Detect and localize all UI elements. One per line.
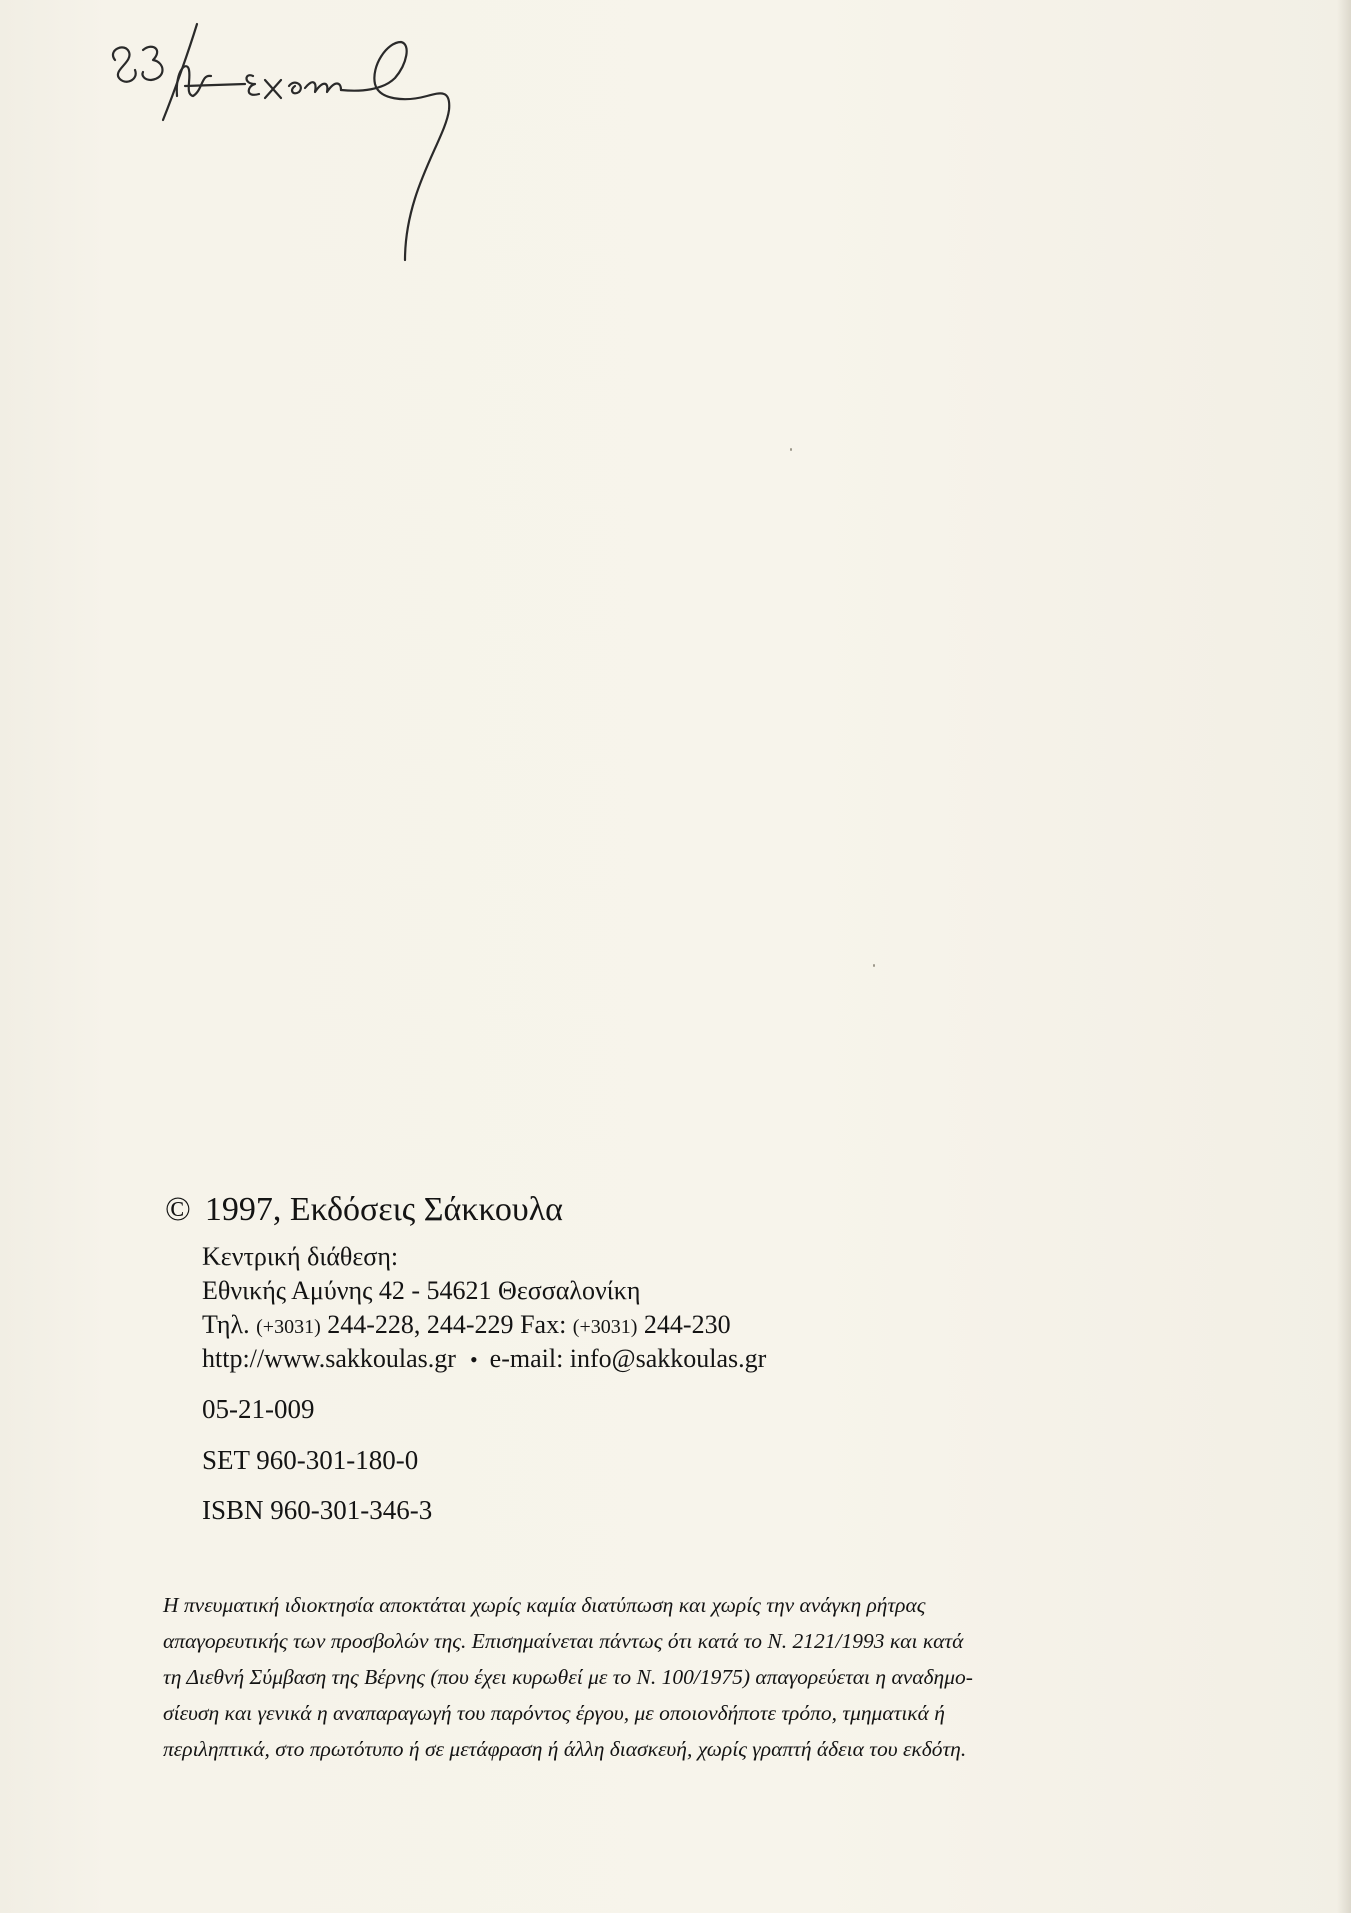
email-text: e-mail: info@sakkoulas.gr <box>489 1344 767 1373</box>
handwritten-annotation <box>105 20 525 290</box>
set-number: SET 960-301-180-0 <box>202 1445 419 1475</box>
copyright-line <box>165 1188 563 1232</box>
tel-label: Τηλ. <box>202 1310 250 1339</box>
paper-speck <box>790 448 792 451</box>
copyright-text: 1997, Εκδόσεις Σάκκουλα <box>204 1191 563 1228</box>
fax-code: (+3031) <box>572 1316 638 1338</box>
fax-number: 244-230 <box>643 1310 731 1339</box>
legal-notice-line: περιληπτικά, στο πρωτότυπο ή σε μετάφραση ή άλλη διασκευή, χωρίς γραπτή άδεια του εκδότη. <box>163 1737 967 1761</box>
website-text: http://www.sakkoulas.gr <box>202 1344 456 1373</box>
legal-notice-line: απαγορευτικής των προσβολών της. Επισημαίνεται πάντως ότι κατά το Ν. 2121/1993 και κατά <box>163 1629 964 1653</box>
phone-fax-line <box>202 1308 766 1342</box>
paper-speck <box>873 964 875 967</box>
copyright-symbol: © <box>165 1191 191 1228</box>
legal-notice <box>163 1587 1163 1767</box>
address-block <box>202 1240 766 1376</box>
legal-notice-line: τη Διεθνή Σύμβαση της Βέρνης (που έχει κυρωθεί με το Ν. 100/1975) απαγορεύεται η αναδημο- <box>163 1665 973 1689</box>
web-email-line <box>202 1342 766 1376</box>
street-address: Εθνικής Αμύνης 42 - 54621 Θεσσαλονίκη <box>202 1276 641 1305</box>
catalog-code: 05-21-009 <box>202 1394 315 1424</box>
legal-notice-line: σίευση και γενικά η αναπαραγωγή του παρόντος έργου, με οποιονδήποτε τρόπο, τμηματικά ή <box>163 1701 945 1725</box>
isbn-number: ISBN 960-301-346-3 <box>202 1495 433 1525</box>
fax-label: Fax: <box>520 1310 567 1339</box>
tel-code: (+3031) <box>256 1316 321 1338</box>
legal-notice-line: Η πνευματική ιδιοκτησία αποκτάται χωρίς καμία διατύπωση και χωρίς την ανάγκη ρήτρας <box>163 1593 926 1617</box>
bullet-separator: • <box>469 1347 478 1372</box>
distribution-label: Κεντρική διάθεση: <box>202 1242 399 1271</box>
tel-numbers: 244-228, 244-229 <box>327 1310 514 1339</box>
page-edge-shadow <box>1337 0 1351 1913</box>
